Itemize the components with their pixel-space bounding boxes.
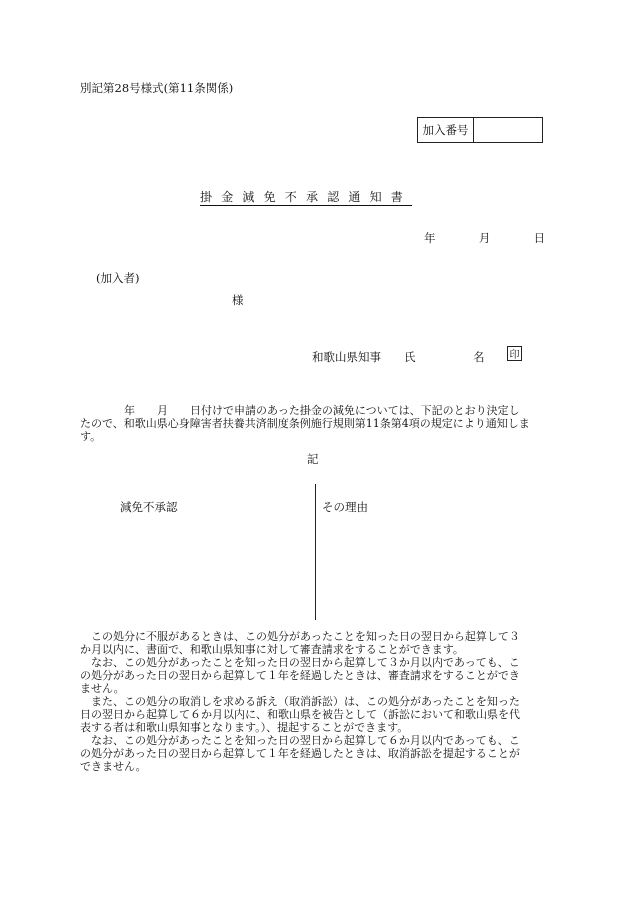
- appeal-line: 表する者は和歌山県知事となります。）、提起することができます。: [80, 721, 409, 734]
- date-day: 日: [533, 231, 546, 245]
- form-label: 別記第28号様式(第11条関係): [80, 81, 234, 95]
- body-line: 年 月 日付けで申請のあった掛金の減免については、下記のとおり決定し: [80, 404, 520, 417]
- body-paragraph: [80, 404, 550, 443]
- body-line: す。: [80, 430, 102, 443]
- body-line: たので、和歌山県心身障害者扶養共済制度条例施行規則第11条第4項の規定により通知しま: [80, 417, 530, 430]
- vertical-divider: [315, 484, 316, 620]
- recipient-label: (加入者): [96, 271, 140, 285]
- appeal-line: できません。: [80, 760, 147, 773]
- appeal-line: なお、この処分があったことを知った日の翌日から起算して６か月以内であっても、こ: [80, 734, 520, 747]
- sender-name: 和歌山県知事 氏 名: [312, 350, 485, 364]
- member-number-value: [474, 118, 542, 142]
- member-number-label: 加入番号: [418, 118, 474, 142]
- document-title: 掛金減免不承認通知書: [200, 190, 413, 204]
- appeal-line: か月以内に、書面で、和歌山県知事に対して審査請求をすることができます。: [80, 643, 464, 656]
- member-number-box: [417, 117, 543, 143]
- seal-mark: 印: [507, 346, 522, 361]
- date-line: [424, 230, 545, 246]
- appeal-line: ません。: [80, 682, 125, 695]
- date-year: 年: [424, 231, 436, 245]
- appeal-line: 日の翌日から起算して６か月以内に、和歌山県を被告として（訴訟において和歌山県を代: [80, 708, 520, 721]
- appeal-line: なお、この処分があったことを知った日の翌日から起算して３か月以内であっても、こ: [80, 656, 520, 669]
- ki-heading: 記: [307, 452, 319, 466]
- reason-label: その理由: [322, 500, 368, 514]
- appeal-line: の処分があった日の翌日から起算して１年を経過したときは、取消訴訟を提起することが: [80, 747, 520, 760]
- date-month: 月: [478, 231, 491, 245]
- appeal-line: の処分があった日の翌日から起算して１年を経過したときは、審査請求をすることができ: [80, 669, 520, 682]
- appeal-line: この処分に不服があるときは、この処分があったことを知った日の翌日から起算して３: [80, 630, 520, 643]
- appeal-line: また、この処分の取消しを求める訴え（取消訴訟）は、この処分があったことを知った: [80, 695, 520, 708]
- appeal-notice: [80, 630, 552, 773]
- recipient-honorific: 様: [232, 293, 244, 307]
- decision-label: 減免不承認: [120, 500, 178, 514]
